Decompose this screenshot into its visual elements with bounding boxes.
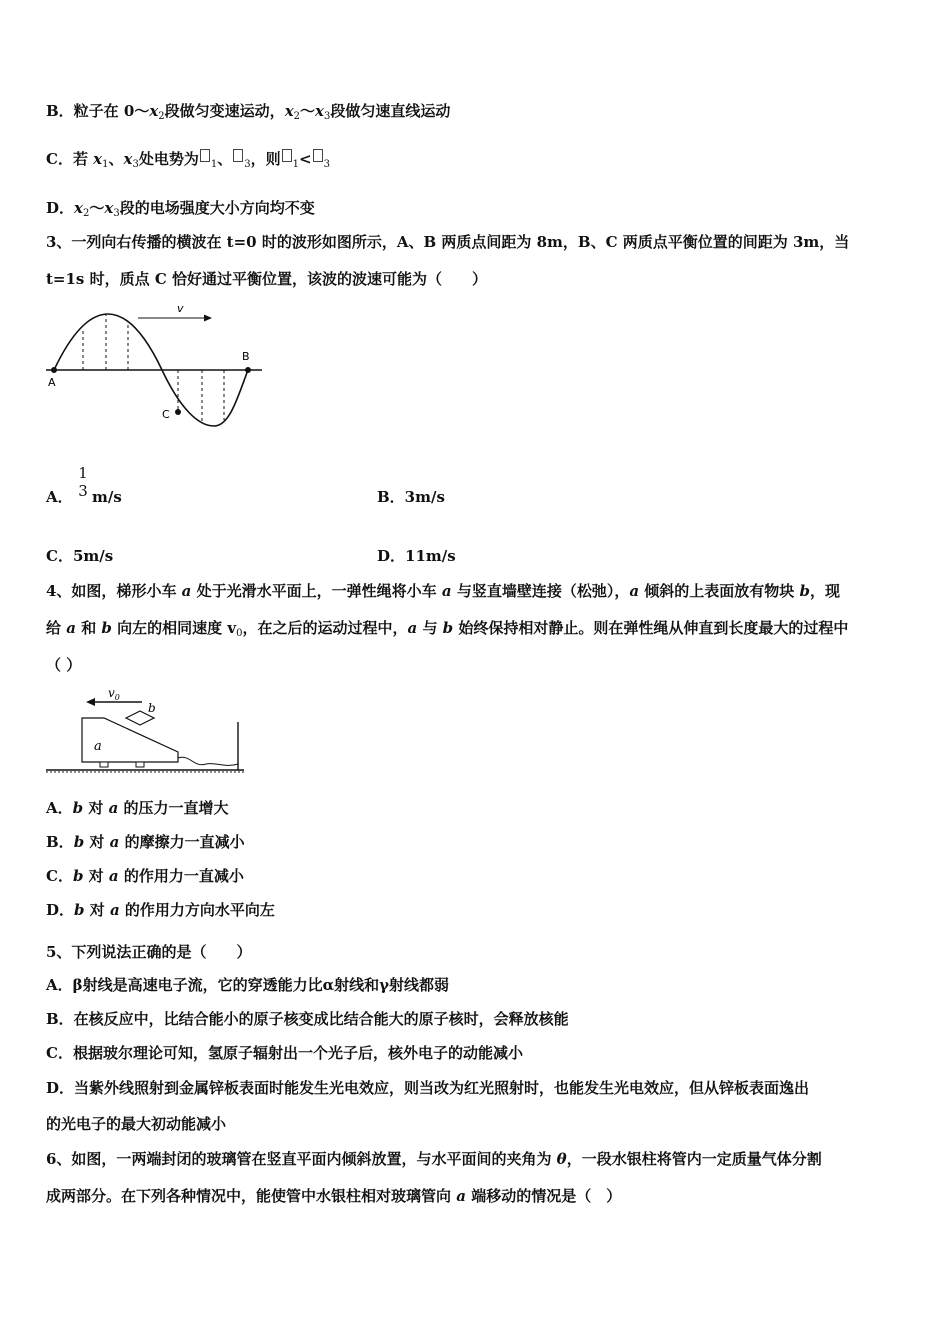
q3-option-a-unit: m/s: [92, 488, 122, 506]
q3-option-a-fraction: 1 3: [78, 464, 88, 500]
q4-stem-line3: （ ）: [46, 656, 82, 674]
q2-option-c: C．若 $x_1$、$x_3$处电势为 $_1$、 $_3$，则 $_1$< $_3$: [46, 150, 330, 170]
q2-option-b: B．粒子在 $0\sim x_2$段做匀变速运动，$x_2\sim x_3$段做匀速直线运动: [46, 102, 451, 122]
missing-glyph-icon: [233, 149, 243, 162]
q5-option-c: C．根据玻尔理论可知，氢原子辐射出一个光子后，核外电子的动能减小: [46, 1044, 523, 1062]
q6-stem-line2: 成两部分。在下列各种情况中，能使管中水银柱相对玻璃管向 a 端移动的情况是（ ）: [46, 1187, 622, 1205]
q3-stem-line2: t=1s 时，质点 C 恰好通过平衡位置，该波的波速可能为（ ）: [46, 270, 487, 288]
q4-stem-line1: 4、如图，梯形小车 a 处于光滑水平面上，一弹性绳将小车 a 与竖直墙壁连接（松弛），a 倾斜的上表面放有物块 b，现: [46, 582, 841, 600]
missing-glyph-icon: [313, 149, 323, 162]
q5-option-d-line1: D．当紫外线照射到金属锌板表面时能发生光电效应，则当改为红光照射时，也能发生光电效应，但从锌板表面逸出: [46, 1079, 810, 1097]
cart-figure: [44, 684, 246, 776]
q3-option-b: B．3m/s: [377, 488, 445, 506]
wheel: [100, 762, 108, 767]
point-a: [51, 367, 57, 373]
q5-option-b: B．在核反应中，比结合能小的原子核变成比结合能大的原子核时，会释放核能: [46, 1010, 569, 1028]
q2-option-d: D．$x_2\sim x_3$段的电场强度大小方向均不变: [46, 199, 315, 219]
point-b: [245, 367, 251, 373]
a-label: a: [94, 739, 102, 754]
q3-stem-line1: 3、一列向右传播的横波在 t=0 时的波形如图所示，A、B 两质点间距为 8m，B、C 两质点平衡位置的间距为 3m，当: [46, 233, 850, 251]
v0-label: $v_0$: [108, 686, 120, 702]
missing-glyph-icon: [282, 149, 292, 162]
q5-option-a: A．β射线是高速电子流，它的穿透能力比α射线和γ射线都弱: [46, 976, 450, 994]
q3-option-d: D．11m/s: [377, 547, 456, 565]
arrow-head-icon: [86, 698, 95, 706]
wheel: [136, 762, 144, 767]
q4-option-a: A．b 对 a 的压力一直增大: [46, 799, 229, 817]
q4-option-c: C．b 对 a 的作用力一直减小: [46, 867, 244, 885]
a-label: A: [48, 376, 56, 389]
q4-stem-line2: 给 a 和 b 向左的相同速度 $v_0$，在之后的运动过程中，a 与 b 始终保持相对静止。则在弹性绳从伸直到长度最大的过程中: [46, 619, 849, 639]
q4-option-d: D．b 对 a 的作用力方向水平向左: [46, 901, 275, 919]
b-label: B: [242, 350, 250, 363]
elastic-rope: [178, 757, 238, 765]
missing-glyph-icon: [200, 149, 210, 162]
arrow-head-icon: [204, 315, 212, 322]
point-c: [175, 409, 181, 415]
b-label: b: [148, 701, 156, 715]
v-label: v: [177, 302, 184, 315]
wave-figure: [44, 296, 264, 432]
q4-option-b: B．b 对 a 的摩擦力一直减小: [46, 833, 245, 851]
q5-option-d-line2: 的光电子的最大初动能减小: [46, 1115, 227, 1133]
q5-stem: 5、下列说法正确的是（ ）: [46, 943, 252, 961]
q3-option-a-prefix: A．: [46, 488, 73, 506]
q3-option-c: C．5m/s: [46, 547, 114, 565]
q6-stem-line1: 6、如图，一两端封闭的玻璃管在竖直平面内倾斜放置，与水平面间的夹角为 θ，一段水银柱将管内一定质量气体分割: [46, 1150, 822, 1168]
c-label: C: [162, 408, 170, 421]
